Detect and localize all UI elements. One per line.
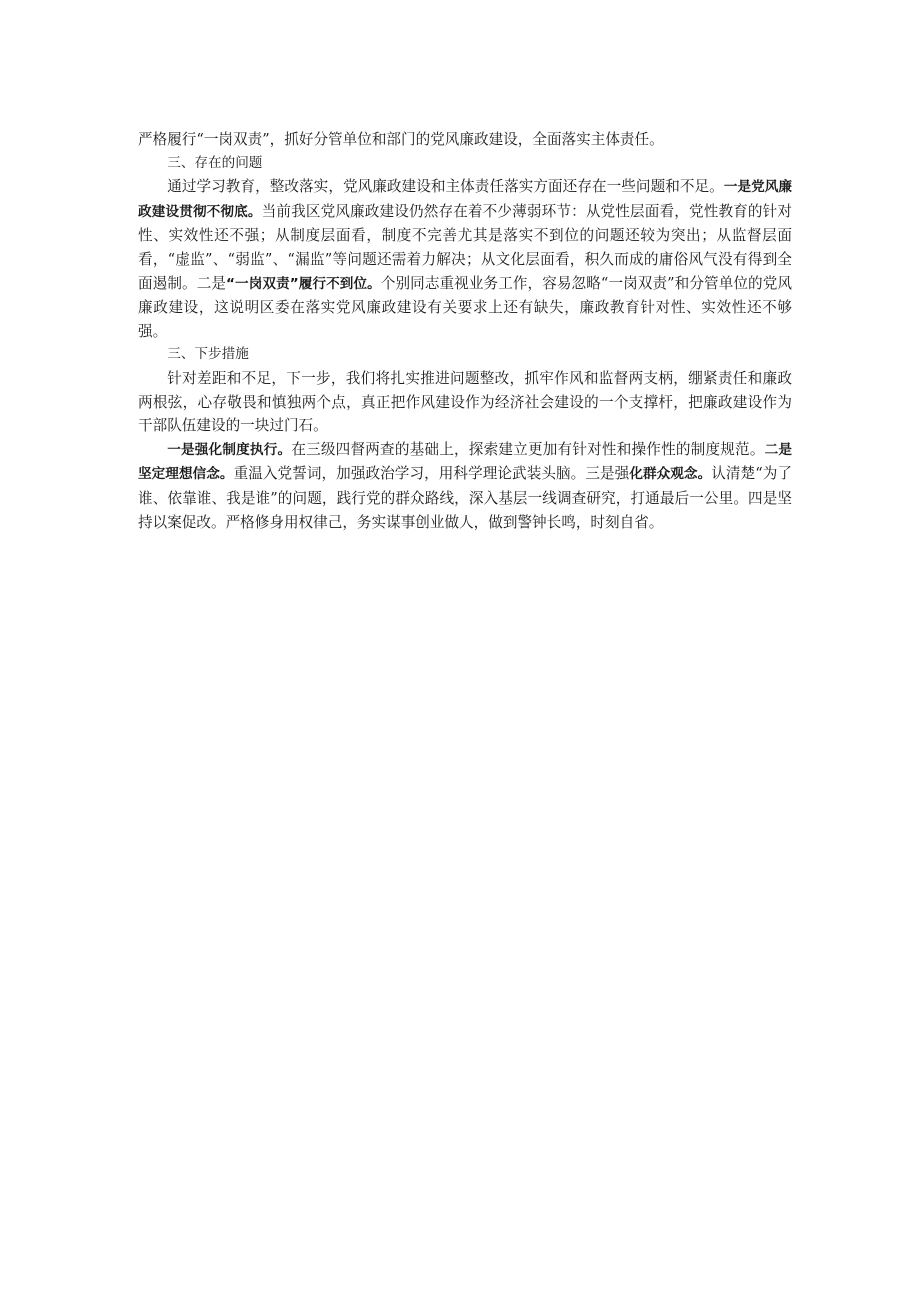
bold-measure-one: 一是强化制度执行。 — [167, 441, 292, 458]
bold-point-two: “一岗双责”履行不到位。 — [226, 275, 381, 292]
paragraph-text: 当前我区党风廉政建设仍然存在着不少薄弱环节：从党性层面看，党性教育的针对性、实效性还不强；从制度层面看，制度不完善尤其是落实不到位的问题还较为突出；从监督层面看，“虚监”、“弱监”、“漏监”等问题还需着力解决；从文化层面看，积久而成的庸俗风气没有得到全面遏制。二是 — [138, 202, 792, 292]
bold-measure-two: 二是坚定理想信念。 — [138, 441, 793, 483]
bold-point-one: 一是党风廉政建设贯彻不彻底。 — [138, 179, 792, 220]
paragraph-text: 重温入党誓词，加强政治学习，用科学理论武装头脑。三是强 — [233, 465, 630, 483]
paragraph-text: 在三级四督两查的基础上，探索建立更加有针对性和操作性的制度规范。 — [291, 440, 765, 458]
paragraph-text: 严格履行“一岗双责”，抓好分管单位和部门的党风廉政建设，全面落实主体责任。 — [138, 131, 664, 148]
document-body — [138, 128, 792, 534]
section-heading-problems: 三、存在的问题 — [167, 154, 263, 171]
paragraph-measures — [138, 438, 792, 534]
paragraph-problems — [138, 175, 792, 343]
paragraph-text: 针对差距和不足，下一步，我们将扎实推进问题整改，抓牢作风和监督两支柄，绷紧责任和廉政两根弦，心存敬畏和慎独两个点，真正把作风建设作为经济社会建设的一个支撑杆，把廉政建设作为干部队伍建设的一块过门石。 — [138, 369, 792, 435]
paragraph-responsibility — [138, 128, 792, 152]
paragraph-text: 认清楚“为了谁、依靠谁、我是谁”的问题，践行党的群众路线，深入基层一线调查研究，打通最后一公里。四是坚持以案促改。严格修身用权律己，务实谋事创业做人，做到警钟长鸣，时刻自省。 — [138, 465, 792, 531]
bold-measure-three: 化群众观念。 — [629, 466, 712, 483]
section-heading-next-steps: 三、下步措施 — [167, 346, 249, 363]
paragraph-next-steps — [138, 367, 792, 438]
paragraph-text: 个别同志重视业务工作，容易忽略“一岗双责”和分管单位的党风廉政建设，这说明区委在落实党风廉政建设有关要求上还有缺失，廉政教育针对性、实效性还不够强。 — [138, 274, 792, 340]
paragraph-text: 通过学习教育，整改落实，党风廉政建设和主体责任落实方面还存在一些问题和不足。 — [167, 178, 724, 196]
